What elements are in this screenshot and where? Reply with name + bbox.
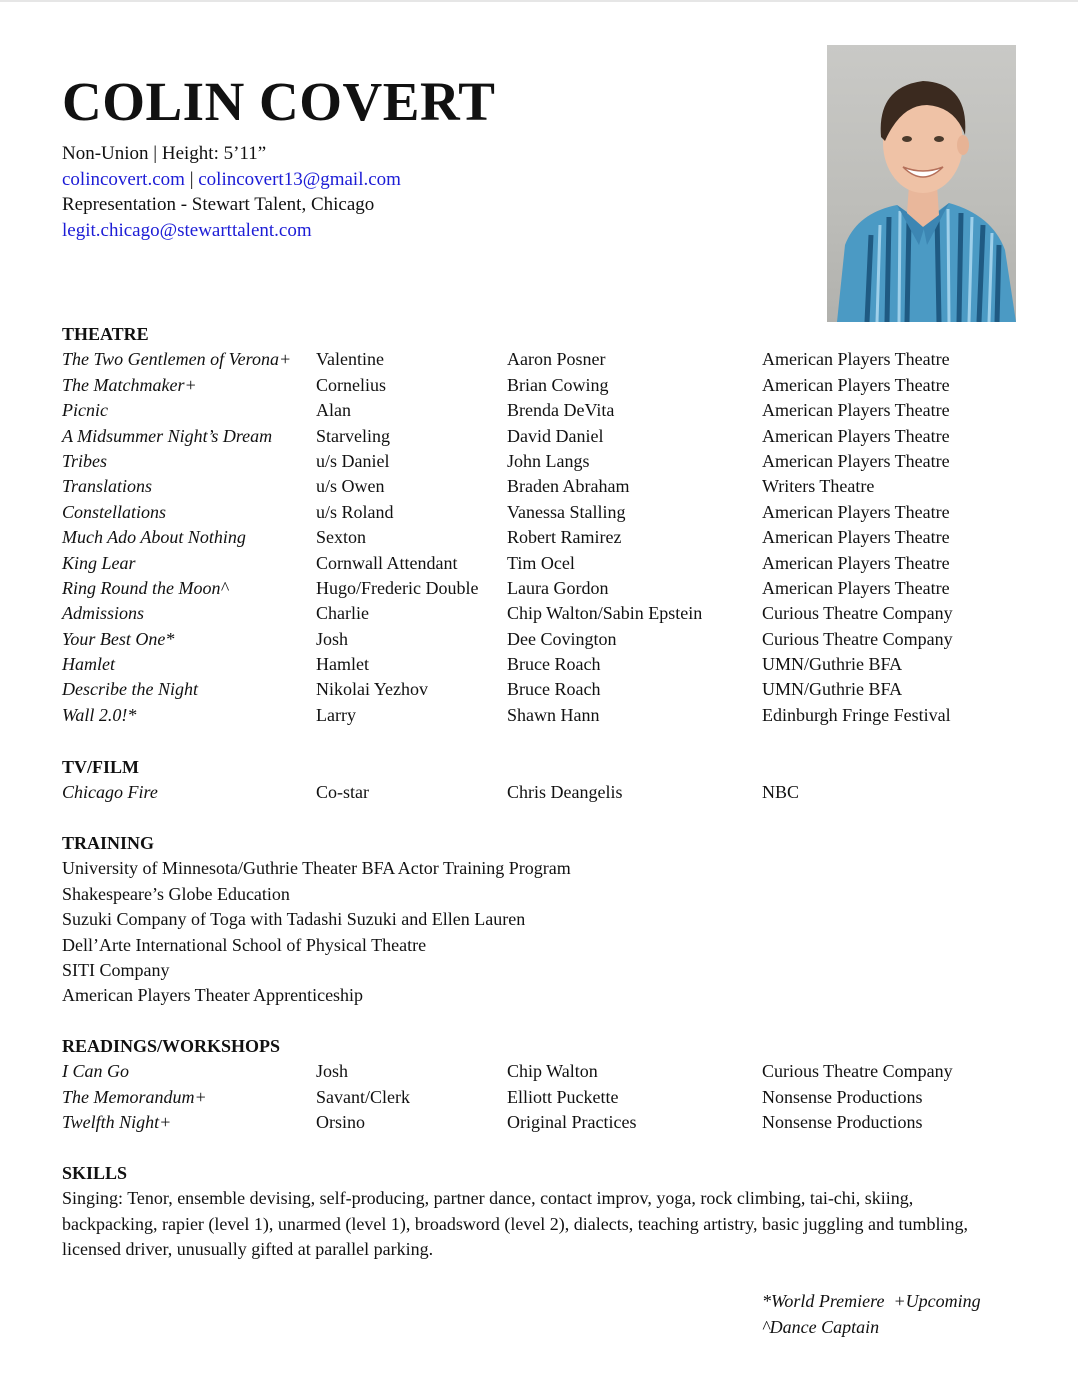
venue: American Players Theatre (762, 577, 950, 598)
venue: NBC (762, 782, 800, 803)
page-top-border (0, 0, 1078, 2)
role: Savant/Clerk (316, 1086, 410, 1107)
headshot-photo (827, 45, 1016, 322)
venue: Writers Theatre (762, 476, 875, 497)
show-title: Hamlet (62, 654, 115, 675)
web-email-line (62, 167, 401, 193)
show-title: King Lear (62, 552, 136, 573)
show-title: Much Ado About Nothing (62, 527, 246, 548)
list-item: Dell’Arte International School of Physical Theatre (62, 934, 427, 955)
table-row (62, 601, 953, 626)
venue: American Players Theatre (762, 552, 950, 573)
skills-title: SKILLS (62, 1163, 128, 1183)
role: u/s Roland (316, 501, 394, 522)
show-title: Describe the Night (62, 679, 198, 700)
show-title: Constellations (62, 501, 167, 522)
venue: Nonsense Productions (762, 1112, 923, 1133)
list-item: Shakespeare’s Globe Education (62, 883, 290, 904)
readings-title: READINGS/WORKSHOPS (62, 1036, 281, 1056)
table-row (62, 347, 950, 372)
venue: American Players Theatre (762, 425, 950, 446)
director: Laura Gordon (507, 577, 609, 598)
director: Vanessa Stalling (507, 501, 626, 522)
union-height: Non-Union | Height: 5’11” (62, 143, 267, 164)
table-row (62, 1059, 953, 1084)
table-row (62, 677, 903, 702)
venue: American Players Theatre (762, 527, 950, 548)
skills-text: Singing: Tenor, ensemble devising, self-producing, partner dance, contact improv, yoga, rock climbing, tai-chi, skiing, backpacking, rapier (level 1), unarmed (level 1), broadsword (level 2), dialects, teaching artistry, basic juggling and tumbling, licensed driver, unusually gifted at parallel parking. (62, 1188, 969, 1260)
show-title: A Midsummer Night’s Dream (62, 425, 273, 446)
role: Hamlet (316, 654, 369, 675)
director: Elliott Puckette (507, 1086, 619, 1107)
director: Chip Walton (507, 1061, 598, 1082)
venue: Curious Theatre Company (762, 628, 953, 649)
rep-email-link[interactable]: legit.chicago@stewarttalent.com (62, 219, 312, 241)
headshot-illustration (827, 45, 1016, 322)
list-item: University of Minnesota/Guthrie Theater BFA Actor Training Program (62, 858, 571, 879)
skills-section (62, 1161, 1012, 1263)
show-title: Admissions (62, 603, 145, 624)
role: Starveling (316, 425, 390, 446)
footnote-premiere-upcoming: *World Premiere +Upcoming (762, 1291, 981, 1311)
table-row (62, 449, 950, 474)
director: Aaron Posner (507, 349, 606, 370)
theatre-title: THEATRE (62, 324, 149, 344)
role: Alan (316, 400, 351, 421)
role: Charlie (316, 603, 369, 624)
training-title: TRAINING (62, 833, 155, 853)
role: Hugo/Frederic Double (316, 577, 479, 598)
training-section (62, 831, 571, 1009)
table-row (62, 1085, 923, 1110)
table-row (62, 373, 950, 398)
table-row (62, 627, 953, 652)
table-row (62, 474, 875, 499)
venue: American Players Theatre (762, 349, 950, 370)
director: Dee Covington (507, 628, 617, 649)
separator: | (189, 168, 194, 190)
theatre-section (62, 322, 953, 728)
website-link[interactable]: colincovert.com (62, 168, 185, 190)
director: Brenda DeVita (507, 400, 615, 421)
role: Co-star (316, 782, 369, 803)
list-item: American Players Theater Apprenticeship (62, 985, 364, 1006)
representation: Representation - Stewart Talent, Chicago (62, 194, 375, 215)
director: Tim Ocel (507, 552, 575, 573)
director: John Langs (507, 450, 590, 471)
table-row (62, 398, 950, 423)
show-title: The Matchmaker+ (62, 374, 197, 395)
show-title: The Memorandum+ (62, 1086, 207, 1107)
venue: American Players Theatre (762, 400, 950, 421)
venue: Nonsense Productions (762, 1086, 923, 1107)
list-item: SITI Company (62, 959, 170, 980)
venue: Curious Theatre Company (762, 603, 953, 624)
actor-name: COLIN COVERT (62, 71, 496, 132)
table-row (62, 652, 903, 677)
table-row (62, 576, 950, 601)
show-title: Ring Round the Moon^ (62, 577, 229, 598)
show-title: Your Best One* (62, 628, 175, 649)
director: Robert Ramirez (507, 527, 622, 548)
venue: American Players Theatre (762, 501, 950, 522)
role: Orsino (316, 1112, 365, 1133)
show-title: Twelfth Night+ (62, 1112, 172, 1133)
role: Josh (316, 1061, 349, 1082)
role: Valentine (316, 349, 384, 370)
venue: Edinburgh Fringe Festival (762, 704, 951, 725)
director: David Daniel (507, 425, 604, 446)
director: Shawn Hann (507, 704, 600, 725)
role: Josh (316, 628, 349, 649)
table-row (62, 424, 950, 449)
table-row (62, 551, 950, 576)
director: Bruce Roach (507, 654, 601, 675)
list-item: Suzuki Company of Toga with Tadashi Suzuki and Ellen Lauren (62, 909, 526, 930)
footnote-dance-captain: ^Dance Captain (762, 1317, 880, 1337)
show-title: Picnic (62, 400, 108, 421)
contact-info (62, 141, 401, 243)
role: Nikolai Yezhov (316, 679, 428, 700)
tvfilm-section (62, 755, 800, 806)
venue: UMN/Guthrie BFA (762, 654, 903, 675)
director: Original Practices (507, 1112, 637, 1133)
director: Chip Walton/Sabin Epstein (507, 603, 703, 624)
venue: UMN/Guthrie BFA (762, 679, 903, 700)
director: Bruce Roach (507, 679, 601, 700)
role: Sexton (316, 527, 367, 548)
show-title: I Can Go (62, 1061, 129, 1082)
show-title: Wall 2.0!* (62, 704, 137, 725)
show-title: Chicago Fire (62, 782, 158, 803)
show-title: The Two Gentlemen of Verona+ (62, 349, 292, 370)
email-link[interactable]: colincovert13@gmail.com (198, 168, 401, 190)
role: Cornwall Attendant (316, 552, 458, 573)
role: Larry (316, 704, 356, 725)
table-row (62, 1110, 923, 1135)
venue: American Players Theatre (762, 374, 950, 395)
show-title: Tribes (62, 450, 108, 471)
tvfilm-title: TV/FILM (62, 757, 140, 777)
venue: Curious Theatre Company (762, 1061, 953, 1082)
role: Cornelius (316, 374, 386, 395)
readings-section (62, 1034, 953, 1136)
venue: American Players Theatre (762, 450, 950, 471)
footnotes (762, 1288, 981, 1340)
director: Braden Abraham (507, 476, 630, 497)
show-title: Translations (62, 476, 153, 497)
table-row (62, 500, 950, 525)
table-row (62, 780, 800, 805)
director: Brian Cowing (507, 374, 609, 395)
role: u/s Owen (316, 476, 385, 497)
table-row (62, 525, 950, 550)
table-row (62, 703, 951, 728)
role: u/s Daniel (316, 450, 390, 471)
director: Chris Deangelis (507, 782, 623, 803)
